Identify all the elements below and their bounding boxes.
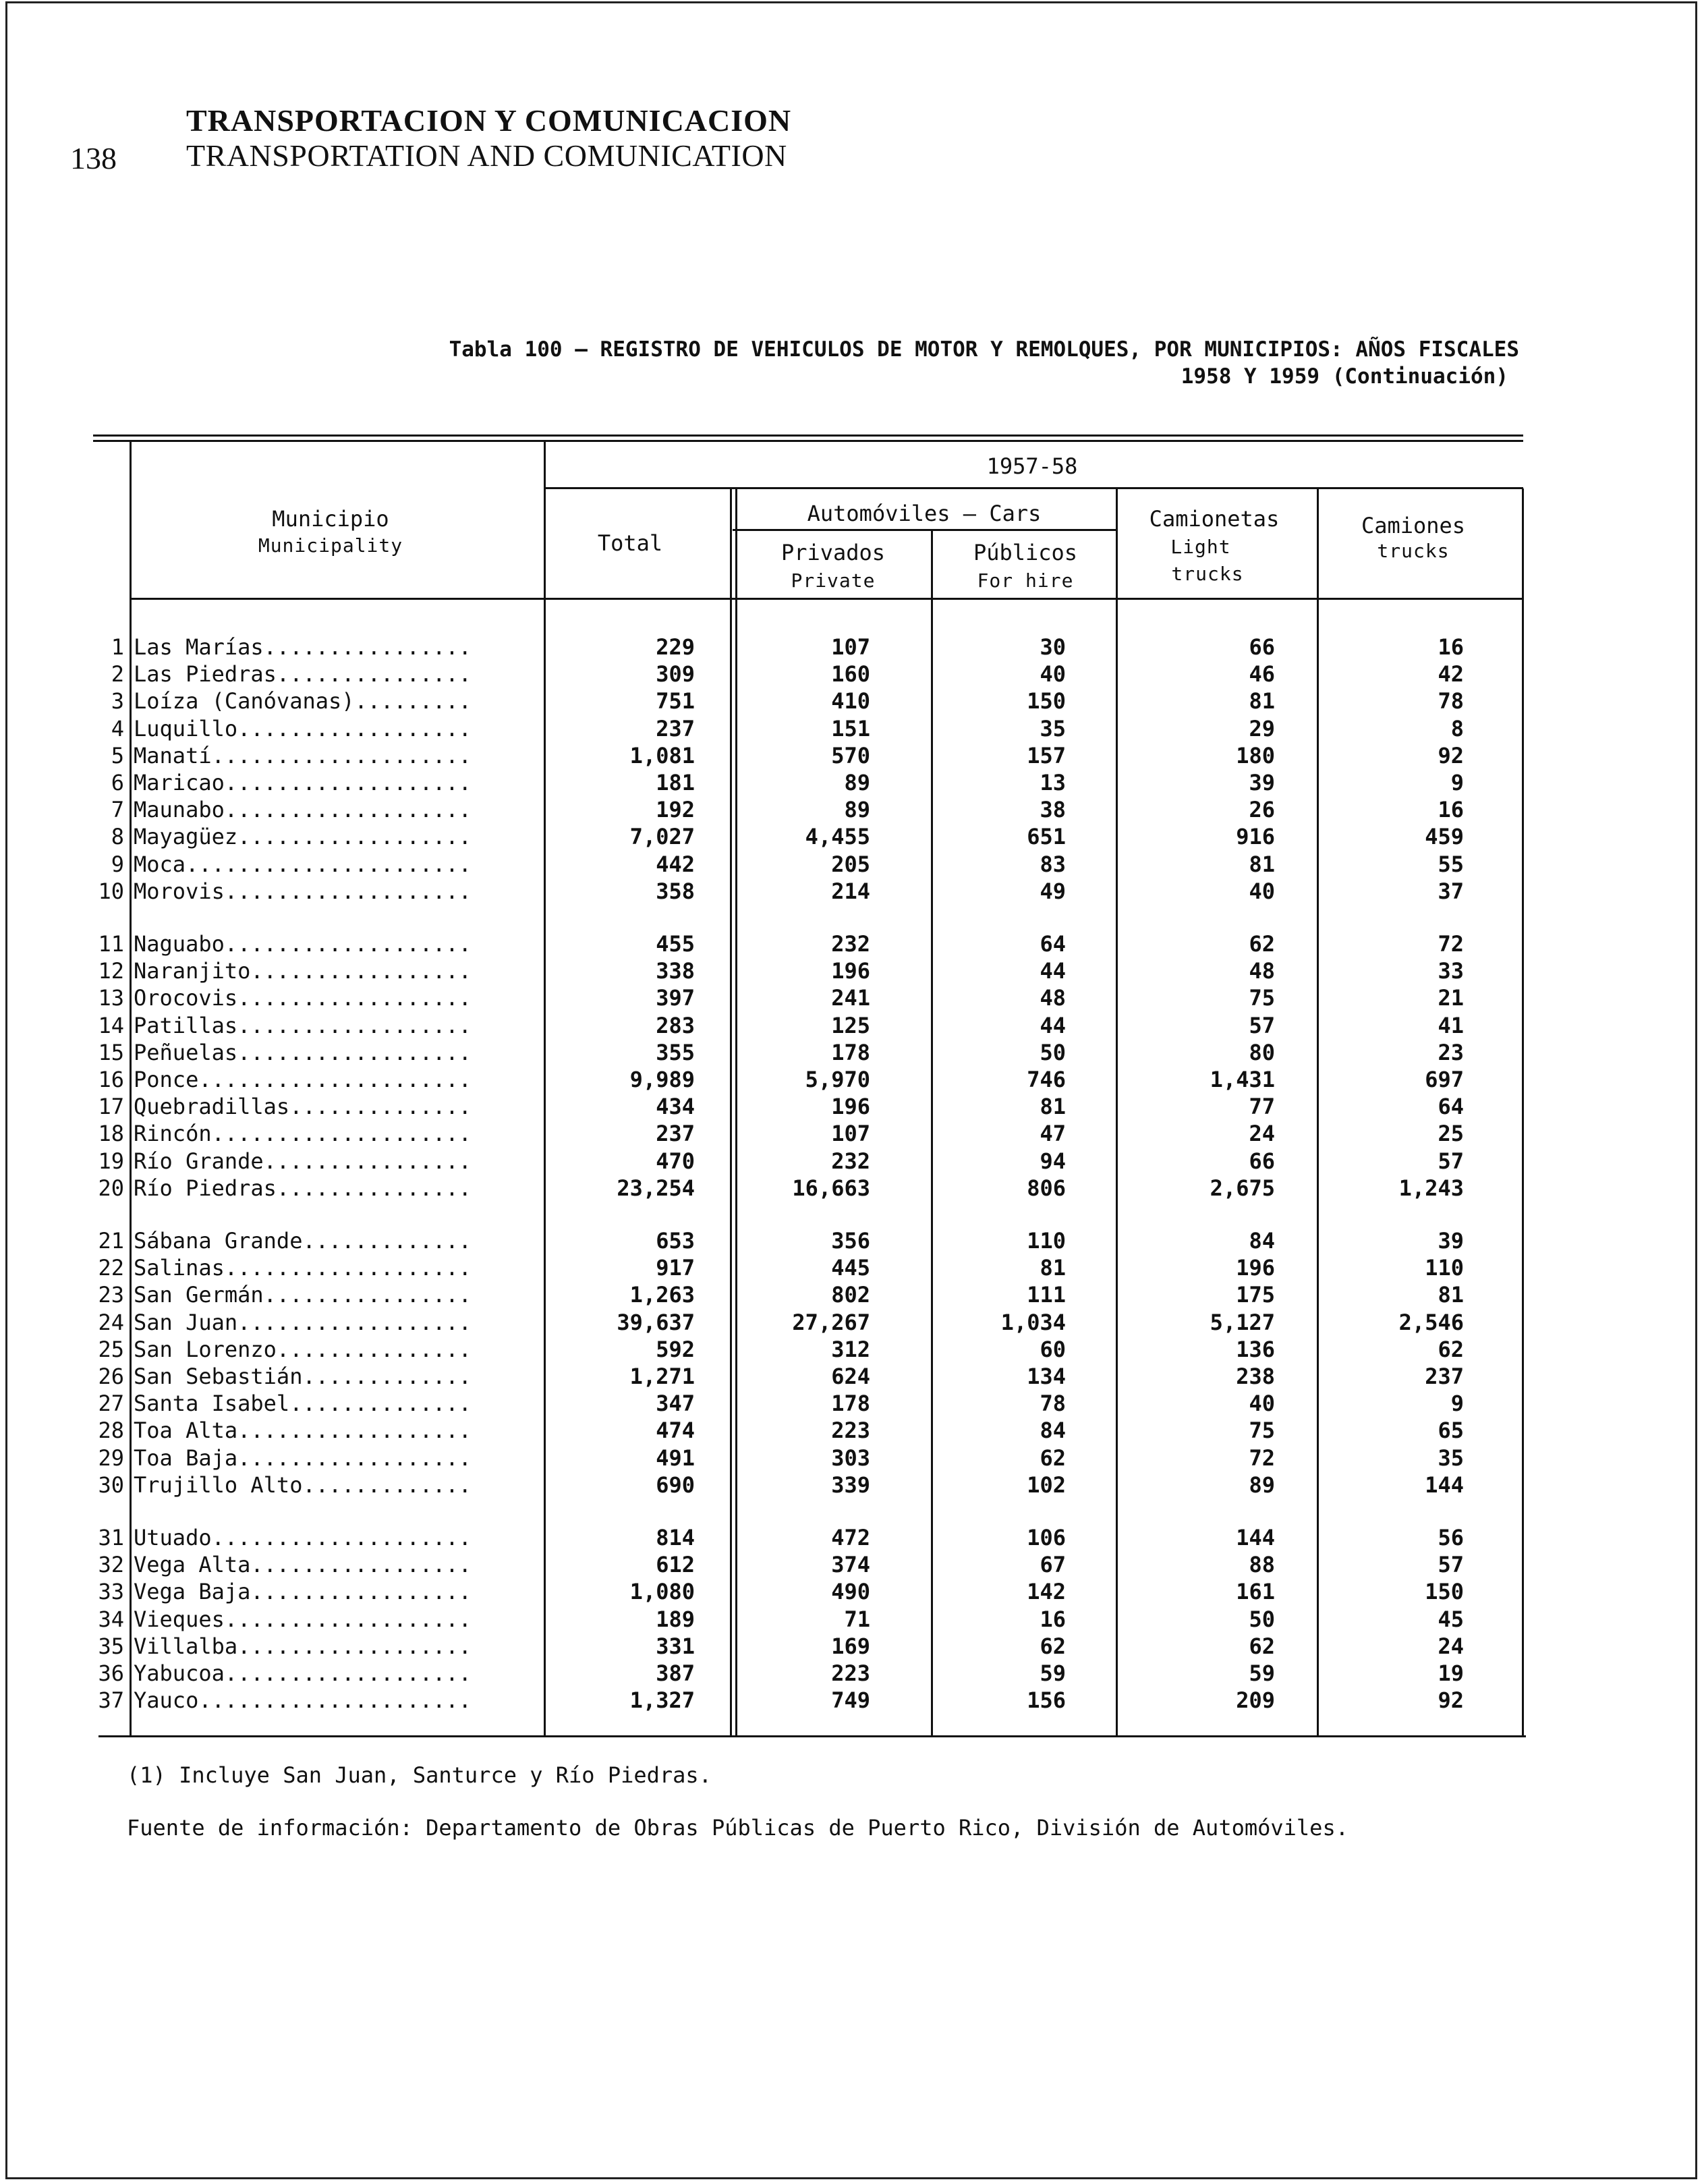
row-number: 29 xyxy=(98,1445,124,1471)
private-cars-value: 196 xyxy=(831,1094,870,1120)
trucks-value: 9 xyxy=(1450,1391,1464,1417)
trucks-value: 144 xyxy=(1425,1472,1464,1498)
municipality-name: Loíza (Canóvanas)......... xyxy=(134,688,472,715)
municipality-name: Rincón.................... xyxy=(134,1121,472,1147)
total-value: 1,327 xyxy=(629,1687,695,1714)
trucks-value: 21 xyxy=(1438,985,1464,1011)
municipality-name: Yabucoa................... xyxy=(134,1660,472,1686)
row-number: 5 xyxy=(111,742,124,768)
row-number: 24 xyxy=(98,1309,124,1335)
light-trucks-value: 89 xyxy=(1249,1472,1275,1498)
publicos-header: Públicos xyxy=(973,540,1078,565)
col-rule-right xyxy=(1522,488,1524,1735)
municipality-name: Sábana Grande............. xyxy=(134,1228,472,1254)
row-number: 12 xyxy=(98,958,124,984)
trucks-value: 55 xyxy=(1438,851,1464,877)
municipality-name: Yauco..................... xyxy=(134,1687,472,1714)
municipality-name: San Sebastián............. xyxy=(134,1364,472,1389)
public-cars-value: 156 xyxy=(1027,1687,1066,1714)
public-cars-value: 78 xyxy=(1040,1391,1066,1417)
camionetas-header: Camionetas xyxy=(1149,506,1280,532)
footnote: (1) Incluye San Juan, Santurce y Río Piedras. xyxy=(127,1762,712,1788)
municipality-name: Vega Alta................. xyxy=(134,1552,472,1578)
light-trucks-value: 62 xyxy=(1249,931,1275,957)
light-trucks-value: 59 xyxy=(1249,1660,1275,1686)
trucks-value: 39 xyxy=(1438,1228,1464,1254)
light-trucks-value: 196 xyxy=(1236,1255,1275,1281)
municipality-name: Moca...................... xyxy=(134,851,472,877)
trucks-header: trucks xyxy=(1377,540,1450,562)
trucks-value: 16 xyxy=(1438,797,1464,823)
public-cars-value: 59 xyxy=(1040,1660,1066,1686)
private-cars-value: 445 xyxy=(831,1255,870,1281)
public-cars-value: 83 xyxy=(1040,851,1066,877)
municipality-name: Vega Baja................. xyxy=(134,1579,472,1605)
municipality-name: Luquillo.................. xyxy=(134,715,472,741)
light-trucks-value: 39 xyxy=(1249,770,1275,795)
trucks-value: 35 xyxy=(1438,1445,1464,1471)
total-value: 814 xyxy=(656,1525,695,1550)
row-number: 6 xyxy=(111,770,124,795)
row-number: 15 xyxy=(98,1039,124,1065)
municipality-name: San Lorenzo............... xyxy=(134,1336,472,1362)
row-number: 14 xyxy=(98,1012,124,1038)
light-trucks-value: 26 xyxy=(1249,797,1275,823)
light-trucks-value: 81 xyxy=(1249,851,1275,877)
public-cars-value: 44 xyxy=(1040,958,1066,984)
row-number: 10 xyxy=(98,878,124,904)
public-cars-value: 64 xyxy=(1040,931,1066,957)
row-number: 31 xyxy=(98,1525,124,1550)
light-trucks-value: 84 xyxy=(1249,1228,1275,1254)
public-cars-value: 35 xyxy=(1040,715,1066,741)
light-trucks-value: 66 xyxy=(1249,634,1275,660)
total-value: 331 xyxy=(656,1633,695,1659)
public-cars-value: 806 xyxy=(1027,1175,1066,1201)
row-number: 4 xyxy=(111,715,124,741)
private-cars-value: 5,970 xyxy=(805,1067,870,1092)
light-trucks-value: 916 xyxy=(1236,824,1275,850)
light-trucks-value: 136 xyxy=(1236,1336,1275,1362)
public-cars-value: 62 xyxy=(1040,1445,1066,1471)
municipality-name: Morovis................... xyxy=(134,878,472,904)
trucks-light-header: trucks xyxy=(1171,563,1244,585)
table-caption-line2: 1958 Y 1959 (Continuación) xyxy=(1181,364,1508,389)
total-value: 237 xyxy=(656,1121,695,1147)
total-value: 434 xyxy=(656,1094,695,1120)
light-trucks-value: 5,127 xyxy=(1210,1309,1275,1335)
total-value: 23,254 xyxy=(617,1175,695,1201)
total-header: Total xyxy=(597,530,663,556)
row-number: 22 xyxy=(98,1255,124,1281)
trucks-value: 459 xyxy=(1425,824,1464,850)
row-number: 11 xyxy=(98,931,124,957)
public-cars-value: 44 xyxy=(1040,1012,1066,1038)
trucks-value: 62 xyxy=(1438,1336,1464,1362)
public-cars-value: 50 xyxy=(1040,1039,1066,1065)
total-value: 1,080 xyxy=(629,1579,695,1605)
cars-header: Automóviles – Cars xyxy=(807,501,1042,526)
municipality-name: Naranjito................. xyxy=(134,958,472,984)
row-number: 19 xyxy=(98,1148,124,1174)
total-value: 229 xyxy=(656,634,695,660)
col-rule-publicos xyxy=(931,530,933,1735)
light-trucks-value: 209 xyxy=(1236,1687,1275,1714)
total-value: 355 xyxy=(656,1039,695,1065)
row-number: 3 xyxy=(111,688,124,715)
light-trucks-value: 81 xyxy=(1249,688,1275,715)
total-value: 1,263 xyxy=(629,1282,695,1308)
trucks-value: 19 xyxy=(1438,1660,1464,1686)
table-bottom-rule xyxy=(98,1735,1526,1737)
municipality-name: Santa Isabel.............. xyxy=(134,1391,472,1417)
private-cars-value: 4,455 xyxy=(805,824,870,850)
for-hire-header: For hire xyxy=(977,569,1074,592)
trucks-value: 64 xyxy=(1438,1094,1464,1120)
trucks-value: 2,546 xyxy=(1398,1309,1464,1335)
private-cars-value: 205 xyxy=(831,851,870,877)
col-rule-camiones xyxy=(1317,488,1319,1735)
table-top-rule-2 xyxy=(93,440,1523,442)
row-number: 32 xyxy=(98,1552,124,1578)
private-cars-value: 312 xyxy=(831,1336,870,1362)
camiones-header: Camiones xyxy=(1361,513,1466,538)
municipality-name: Río Grande................ xyxy=(134,1148,472,1174)
row-number: 27 xyxy=(98,1391,124,1417)
trucks-value: 65 xyxy=(1438,1418,1464,1444)
row-number: 7 xyxy=(111,797,124,823)
period-rule xyxy=(544,487,1523,489)
public-cars-value: 81 xyxy=(1040,1255,1066,1281)
private-cars-value: 107 xyxy=(831,1121,870,1147)
total-value: 7,027 xyxy=(629,824,695,850)
public-cars-value: 157 xyxy=(1027,742,1066,768)
public-cars-value: 81 xyxy=(1040,1094,1066,1120)
light-trucks-value: 29 xyxy=(1249,715,1275,741)
public-cars-value: 13 xyxy=(1040,770,1066,795)
private-cars-value: 223 xyxy=(831,1660,870,1686)
municipality-name: Utuado.................... xyxy=(134,1525,472,1550)
light-trucks-value: 72 xyxy=(1249,1445,1275,1471)
header-bottom-rule xyxy=(130,598,1523,600)
municipality-name: Maricao................... xyxy=(134,770,472,795)
private-cars-value: 624 xyxy=(831,1364,870,1389)
total-value: 470 xyxy=(656,1148,695,1174)
row-number: 21 xyxy=(98,1228,124,1254)
public-cars-value: 94 xyxy=(1040,1148,1066,1174)
light-trucks-value: 175 xyxy=(1236,1282,1275,1308)
trucks-value: 33 xyxy=(1438,958,1464,984)
private-cars-value: 107 xyxy=(831,634,870,660)
municipality-header: Municipality xyxy=(258,534,403,557)
public-cars-value: 746 xyxy=(1027,1067,1066,1092)
private-cars-value: 89 xyxy=(844,770,870,795)
table-caption-line1: Tabla 100 – REGISTRO DE VEHICULOS DE MOTOR Y REMOLQUES, POR MUNICIPIOS: AÑOS FISCALES xyxy=(449,337,1519,362)
col-rule-total xyxy=(544,441,546,1735)
municipality-name: Villalba.................. xyxy=(134,1633,472,1659)
total-value: 192 xyxy=(656,797,695,823)
private-cars-value: 374 xyxy=(831,1552,870,1578)
light-trucks-value: 2,675 xyxy=(1210,1175,1275,1201)
total-value: 387 xyxy=(656,1660,695,1686)
row-number: 2 xyxy=(111,661,124,688)
trucks-value: 697 xyxy=(1425,1067,1464,1092)
period-header: 1957-58 xyxy=(986,453,1078,479)
private-cars-value: 16,663 xyxy=(792,1175,870,1201)
private-cars-value: 410 xyxy=(831,688,870,715)
row-number: 17 xyxy=(98,1094,124,1120)
light-trucks-value: 75 xyxy=(1249,985,1275,1011)
trucks-value: 237 xyxy=(1425,1364,1464,1389)
municipio-header: Municipio xyxy=(272,506,389,532)
private-cars-value: 490 xyxy=(831,1579,870,1605)
private-cars-value: 570 xyxy=(831,742,870,768)
total-value: 181 xyxy=(656,770,695,795)
public-cars-value: 40 xyxy=(1040,661,1066,688)
total-value: 592 xyxy=(656,1336,695,1362)
col-rule-num xyxy=(130,441,132,1735)
public-cars-value: 102 xyxy=(1027,1472,1066,1498)
total-value: 338 xyxy=(656,958,695,984)
total-value: 917 xyxy=(656,1255,695,1281)
total-value: 237 xyxy=(656,715,695,741)
municipality-name: Ponce..................... xyxy=(134,1067,472,1092)
trucks-value: 57 xyxy=(1438,1552,1464,1578)
col-rule-cars-a xyxy=(730,488,732,1735)
private-cars-value: 214 xyxy=(831,878,870,904)
light-trucks-value: 88 xyxy=(1249,1552,1275,1578)
trucks-value: 92 xyxy=(1438,742,1464,768)
municipality-name: Orocovis.................. xyxy=(134,985,472,1011)
light-trucks-value: 66 xyxy=(1249,1148,1275,1174)
private-cars-value: 89 xyxy=(844,797,870,823)
municipality-name: San Germán................ xyxy=(134,1282,472,1308)
total-value: 442 xyxy=(656,851,695,877)
total-value: 653 xyxy=(656,1228,695,1254)
private-cars-value: 802 xyxy=(831,1282,870,1308)
trucks-value: 25 xyxy=(1438,1121,1464,1147)
light-trucks-value: 144 xyxy=(1236,1525,1275,1550)
source-note: Fuente de información: Departamento de Obras Públicas de Puerto Rico, División de Automóviles. xyxy=(127,1815,1348,1841)
total-value: 751 xyxy=(656,688,695,715)
public-cars-value: 60 xyxy=(1040,1336,1066,1362)
row-number: 33 xyxy=(98,1579,124,1605)
light-trucks-value: 75 xyxy=(1249,1418,1275,1444)
public-cars-value: 47 xyxy=(1040,1121,1066,1147)
row-number: 9 xyxy=(111,851,124,877)
trucks-value: 150 xyxy=(1425,1579,1464,1605)
public-cars-value: 150 xyxy=(1027,688,1066,715)
trucks-value: 24 xyxy=(1438,1633,1464,1659)
row-number: 13 xyxy=(98,985,124,1011)
public-cars-value: 49 xyxy=(1040,878,1066,904)
light-trucks-value: 57 xyxy=(1249,1012,1275,1038)
total-value: 1,081 xyxy=(629,742,695,768)
public-cars-value: 30 xyxy=(1040,634,1066,660)
municipality-name: Peñuelas.................. xyxy=(134,1039,472,1065)
row-number: 28 xyxy=(98,1418,124,1444)
row-number: 25 xyxy=(98,1336,124,1362)
municipality-name: Quebradillas.............. xyxy=(134,1094,472,1120)
total-value: 690 xyxy=(656,1472,695,1498)
private-cars-value: 71 xyxy=(844,1606,870,1632)
private-cars-value: 27,267 xyxy=(792,1309,870,1335)
light-trucks-value: 80 xyxy=(1249,1039,1275,1065)
total-value: 397 xyxy=(656,985,695,1011)
trucks-value: 92 xyxy=(1438,1687,1464,1714)
total-value: 283 xyxy=(656,1012,695,1038)
total-value: 39,637 xyxy=(617,1309,695,1335)
private-cars-value: 749 xyxy=(831,1687,870,1714)
private-cars-value: 160 xyxy=(831,661,870,688)
light-trucks-value: 77 xyxy=(1249,1094,1275,1120)
municipality-name: Toa Baja.................. xyxy=(134,1445,472,1471)
trucks-value: 1,243 xyxy=(1398,1175,1464,1201)
public-cars-value: 110 xyxy=(1027,1228,1066,1254)
public-cars-value: 48 xyxy=(1040,985,1066,1011)
public-cars-value: 106 xyxy=(1027,1525,1066,1550)
light-trucks-value: 161 xyxy=(1236,1579,1275,1605)
municipality-name: Patillas.................. xyxy=(134,1012,472,1038)
private-cars-value: 125 xyxy=(831,1012,870,1038)
private-cars-value: 356 xyxy=(831,1228,870,1254)
total-value: 612 xyxy=(656,1552,695,1578)
total-value: 474 xyxy=(656,1418,695,1444)
municipality-name: Río Piedras............... xyxy=(134,1175,472,1201)
trucks-value: 41 xyxy=(1438,1012,1464,1038)
total-value: 347 xyxy=(656,1391,695,1417)
private-cars-value: 196 xyxy=(831,958,870,984)
public-cars-value: 67 xyxy=(1040,1552,1066,1578)
public-cars-value: 142 xyxy=(1027,1579,1066,1605)
trucks-value: 56 xyxy=(1438,1525,1464,1550)
municipality-name: Las Marías................ xyxy=(134,634,472,660)
private-cars-value: 232 xyxy=(831,931,870,957)
light-trucks-value: 24 xyxy=(1249,1121,1275,1147)
light-trucks-value: 50 xyxy=(1249,1606,1275,1632)
cars-rule xyxy=(733,529,1116,531)
public-cars-value: 111 xyxy=(1027,1282,1066,1308)
row-number: 30 xyxy=(98,1472,124,1498)
row-number: 1 xyxy=(111,634,124,660)
col-rule-camionetas xyxy=(1116,488,1118,1735)
light-trucks-value: 40 xyxy=(1249,878,1275,904)
table-top-rule xyxy=(93,435,1523,437)
private-cars-value: 232 xyxy=(831,1148,870,1174)
private-cars-value: 472 xyxy=(831,1525,870,1550)
public-cars-value: 62 xyxy=(1040,1633,1066,1659)
private-cars-value: 303 xyxy=(831,1445,870,1471)
public-cars-value: 38 xyxy=(1040,797,1066,823)
row-number: 36 xyxy=(98,1660,124,1686)
light-header: Light xyxy=(1170,536,1231,558)
municipality-name: Trujillo Alto............. xyxy=(134,1472,472,1498)
row-number: 16 xyxy=(98,1067,124,1092)
privados-header: Privados xyxy=(780,540,886,565)
section-heading-english: TRANSPORTATION AND COMUNICATION xyxy=(186,138,787,173)
row-number: 26 xyxy=(98,1364,124,1389)
section-heading-spanish: TRANSPORTACION Y COMUNICACION xyxy=(186,103,792,138)
light-trucks-value: 1,431 xyxy=(1210,1067,1275,1092)
light-trucks-value: 40 xyxy=(1249,1391,1275,1417)
municipality-name: Naguabo................... xyxy=(134,931,472,957)
trucks-value: 72 xyxy=(1438,931,1464,957)
private-cars-value: 169 xyxy=(831,1633,870,1659)
trucks-value: 16 xyxy=(1438,634,1464,660)
municipality-name: Salinas................... xyxy=(134,1255,472,1281)
light-trucks-value: 62 xyxy=(1249,1633,1275,1659)
private-cars-value: 151 xyxy=(831,715,870,741)
public-cars-value: 1,034 xyxy=(1000,1309,1066,1335)
light-trucks-value: 48 xyxy=(1249,958,1275,984)
trucks-value: 9 xyxy=(1450,770,1464,795)
trucks-value: 42 xyxy=(1438,661,1464,688)
trucks-value: 8 xyxy=(1450,715,1464,741)
row-number: 20 xyxy=(98,1175,124,1201)
trucks-value: 78 xyxy=(1438,688,1464,715)
total-value: 1,271 xyxy=(629,1364,695,1389)
row-number: 37 xyxy=(98,1687,124,1714)
municipality-name: San Juan.................. xyxy=(134,1309,472,1335)
private-header: Private xyxy=(791,569,876,592)
public-cars-value: 134 xyxy=(1027,1364,1066,1389)
private-cars-value: 339 xyxy=(831,1472,870,1498)
total-value: 491 xyxy=(656,1445,695,1471)
page-number: 138 xyxy=(70,141,117,175)
total-value: 309 xyxy=(656,661,695,688)
municipality-name: Las Piedras............... xyxy=(134,661,472,688)
trucks-value: 45 xyxy=(1438,1606,1464,1632)
private-cars-value: 178 xyxy=(831,1039,870,1065)
municipality-name: Vieques................... xyxy=(134,1606,472,1632)
public-cars-value: 16 xyxy=(1040,1606,1066,1632)
total-value: 9,989 xyxy=(629,1067,695,1092)
row-number: 23 xyxy=(98,1282,124,1308)
total-value: 358 xyxy=(656,878,695,904)
light-trucks-value: 180 xyxy=(1236,742,1275,768)
municipality-name: Toa Alta.................. xyxy=(134,1418,472,1444)
trucks-value: 57 xyxy=(1438,1148,1464,1174)
total-value: 189 xyxy=(656,1606,695,1632)
trucks-value: 81 xyxy=(1438,1282,1464,1308)
row-number: 35 xyxy=(98,1633,124,1659)
total-value: 455 xyxy=(656,931,695,957)
public-cars-value: 84 xyxy=(1040,1418,1066,1444)
row-number: 34 xyxy=(98,1606,124,1632)
row-number: 8 xyxy=(111,824,124,850)
trucks-value: 110 xyxy=(1425,1255,1464,1281)
row-number: 18 xyxy=(98,1121,124,1147)
public-cars-value: 651 xyxy=(1027,824,1066,850)
trucks-value: 23 xyxy=(1438,1039,1464,1065)
private-cars-value: 241 xyxy=(831,985,870,1011)
municipality-name: Mayagüez.................. xyxy=(134,824,472,850)
light-trucks-value: 46 xyxy=(1249,661,1275,688)
municipality-name: Maunabo................... xyxy=(134,797,472,823)
trucks-value: 37 xyxy=(1438,878,1464,904)
municipality-name: Manatí.................... xyxy=(134,742,472,768)
light-trucks-value: 238 xyxy=(1236,1364,1275,1389)
private-cars-value: 223 xyxy=(831,1418,870,1444)
private-cars-value: 178 xyxy=(831,1391,870,1417)
col-rule-cars-b xyxy=(735,488,737,1735)
